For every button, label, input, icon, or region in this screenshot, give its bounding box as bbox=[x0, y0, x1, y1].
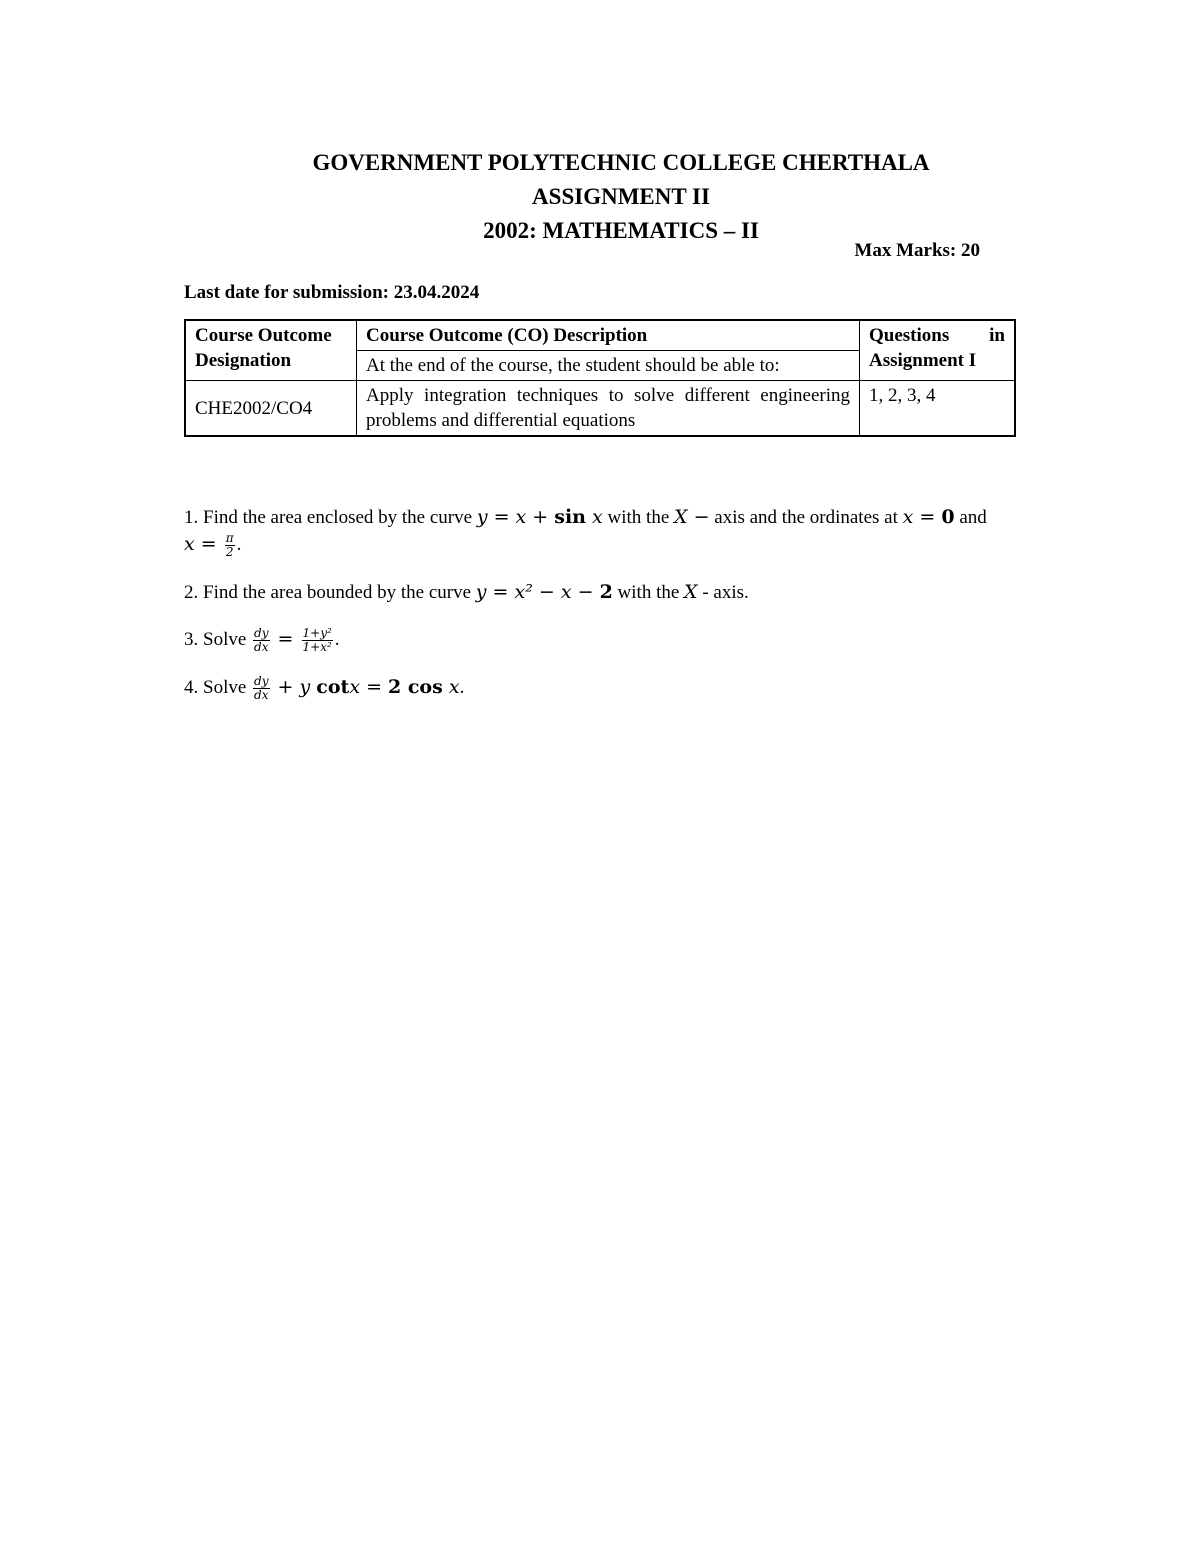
question-4: 4. Solve $\frac{dy}{dx}$ + y cotx = 2 cos x. bbox=[184, 674, 465, 703]
question-list bbox=[184, 504, 1018, 722]
question-2: 2. Find the area bounded by the curve y = x² − x − 2 with the X - axis. bbox=[184, 581, 749, 604]
document-header bbox=[0, 146, 1200, 248]
college-name: GOVERNMENT POLYTECHNIC COLLEGE CHERTHALA bbox=[312, 150, 930, 175]
fraction: $\frac{dy}{dx}$ bbox=[254, 674, 269, 703]
table-row bbox=[185, 381, 1015, 437]
assignment-title: ASSIGNMENT II bbox=[532, 184, 710, 209]
fraction: $\frac{\text{1+y²}}{\text{1+x²}}$ bbox=[302, 626, 332, 655]
header-description: Course Outcome (CO) Description bbox=[357, 320, 860, 351]
max-marks: Max Marks: 20 bbox=[854, 240, 980, 261]
course-title: 2002: MATHEMATICS – II bbox=[483, 218, 759, 243]
fraction: $\frac{dy}{dx}$ bbox=[254, 626, 269, 655]
fraction: $\frac{\pi}{2}$ bbox=[225, 531, 234, 560]
co-questions: 1, 2, 3, 4 bbox=[860, 381, 1016, 437]
submission-date: Last date for submission: 23.04.2024 bbox=[184, 282, 480, 303]
header-questions: Questions in Assignment I bbox=[860, 320, 1016, 381]
header-designation: Course Outcome Designation bbox=[185, 320, 357, 381]
question-3: 3. Solve $\frac{dy}{dx}$ = $\frac{\text{1+y²}}{\text{1+x²}}$ . bbox=[184, 626, 340, 655]
question-1: 1. Find the area enclosed by the curve y = x + sin x with the X − axis and the ordinates at x = 0 and x = $\frac{\pi}{2}$ . bbox=[184, 506, 987, 560]
co-code: CHE2002/CO4 bbox=[185, 381, 357, 437]
co-description: Apply integration techniques to solve different engineering problems and differential equations bbox=[357, 381, 860, 437]
course-outcome-table bbox=[184, 319, 1016, 437]
description-subheader: At the end of the course, the student should be able to: bbox=[357, 351, 860, 381]
